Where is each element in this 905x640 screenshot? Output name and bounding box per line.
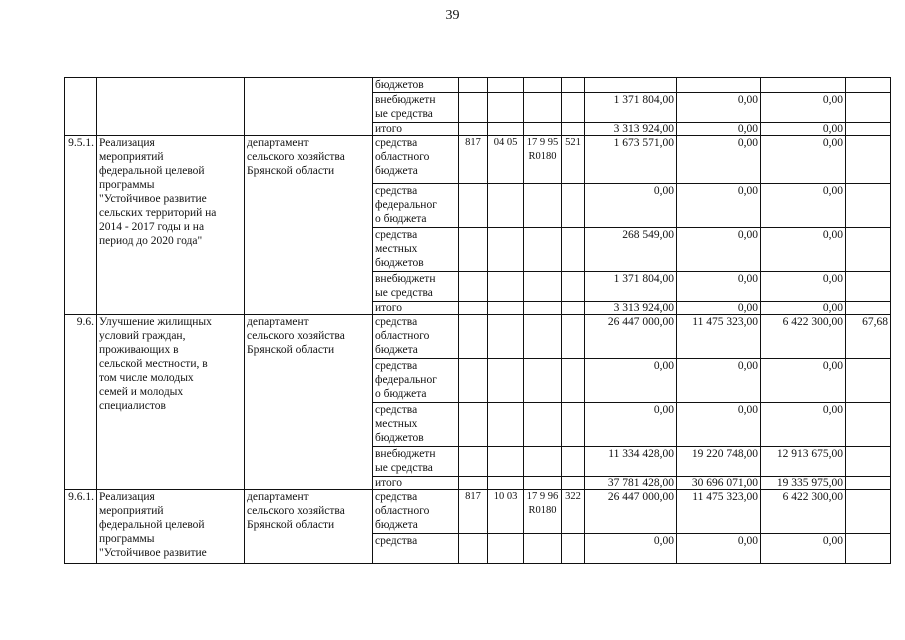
cell-csr — [524, 78, 562, 93]
cell-csr — [524, 302, 562, 315]
cell-grbs — [459, 228, 488, 272]
cell-vr — [562, 315, 585, 359]
cell-extra — [846, 534, 891, 564]
cell-year-2: 0,00 — [677, 184, 761, 228]
table-row — [65, 315, 891, 359]
cell-grbs — [459, 534, 488, 564]
cell-year-3: 0,00 — [761, 534, 846, 564]
cell-extra — [846, 302, 891, 315]
cell-year-1 — [585, 78, 677, 93]
cell-year-1: 0,00 — [585, 403, 677, 447]
cell-vr — [562, 534, 585, 564]
cell-extra — [846, 359, 891, 403]
cell-year-3: 19 335 975,00 — [761, 477, 846, 490]
cell-source: средства федеральног о бюджета — [373, 359, 459, 403]
cell-rzpr — [488, 123, 524, 136]
table-row — [65, 78, 891, 93]
cell-source: средства областного бюджета — [373, 315, 459, 359]
cell-extra — [846, 477, 891, 490]
cell-rzpr — [488, 93, 524, 123]
cell-year-3 — [761, 78, 846, 93]
cell-title: Реализация мероприятий федеральной целевой программы "Устойчивое развитие — [97, 490, 245, 564]
cell-csr — [524, 403, 562, 447]
cell-rzpr — [488, 78, 524, 93]
cell-rzpr — [488, 228, 524, 272]
cell-year-1: 3 313 924,00 — [585, 302, 677, 315]
cell-year-3: 0,00 — [761, 184, 846, 228]
cell-year-3: 6 422 300,00 — [761, 490, 846, 534]
cell-vr — [562, 93, 585, 123]
cell-year-2: 0,00 — [677, 93, 761, 123]
cell-vr: 521 — [562, 136, 585, 184]
cell-csr: 17 9 95 R0180 — [524, 136, 562, 184]
cell-source: средства федеральног о бюджета — [373, 184, 459, 228]
cell-extra — [846, 78, 891, 93]
cell-extra — [846, 490, 891, 534]
cell-extra — [846, 136, 891, 184]
cell-rzpr: 04 05 — [488, 136, 524, 184]
cell-source: средства местных бюджетов — [373, 403, 459, 447]
cell-year-1: 268 549,00 — [585, 228, 677, 272]
cell-vr — [562, 123, 585, 136]
cell-extra: 67,68 — [846, 315, 891, 359]
cell-source: внебюджетн ые средства — [373, 272, 459, 302]
cell-year-2: 0,00 — [677, 359, 761, 403]
cell-year-2 — [677, 78, 761, 93]
cell-vr: 322 — [562, 490, 585, 534]
cell-source: средства местных бюджетов — [373, 228, 459, 272]
cell-index: 9.6.1. — [65, 490, 97, 564]
cell-year-1: 1 371 804,00 — [585, 272, 677, 302]
cell-vr — [562, 78, 585, 93]
cell-rzpr — [488, 302, 524, 315]
cell-csr — [524, 359, 562, 403]
cell-grbs — [459, 93, 488, 123]
cell-grbs — [459, 123, 488, 136]
cell-source: средства областного бюджета — [373, 136, 459, 184]
cell-year-3: 0,00 — [761, 403, 846, 447]
table-row — [65, 136, 891, 184]
cell-csr — [524, 315, 562, 359]
cell-grbs — [459, 78, 488, 93]
cell-year-3: 12 913 675,00 — [761, 447, 846, 477]
cell-grbs — [459, 403, 488, 447]
cell-executor: департамент сельского хозяйства Брянской области — [245, 136, 373, 315]
cell-year-2: 0,00 — [677, 123, 761, 136]
cell-grbs — [459, 272, 488, 302]
cell-year-2: 30 696 071,00 — [677, 477, 761, 490]
cell-grbs: 817 — [459, 136, 488, 184]
cell-year-3: 0,00 — [761, 136, 846, 184]
cell-source: средства — [373, 534, 459, 564]
cell-vr — [562, 477, 585, 490]
cell-year-1: 1 371 804,00 — [585, 93, 677, 123]
cell-year-1: 37 781 428,00 — [585, 477, 677, 490]
table-row — [65, 490, 891, 534]
cell-grbs — [459, 184, 488, 228]
cell-rzpr — [488, 403, 524, 447]
cell-rzpr — [488, 272, 524, 302]
cell-title: Реализация мероприятий федеральной целевой программы "Устойчивое развитие сельских территорий на 2014 - 2017 годы и на период до 2020 года" — [97, 136, 245, 315]
cell-index: 9.6. — [65, 315, 97, 490]
cell-year-1: 0,00 — [585, 534, 677, 564]
cell-grbs — [459, 315, 488, 359]
cell-vr — [562, 272, 585, 302]
cell-year-1: 26 447 000,00 — [585, 315, 677, 359]
cell-year-2: 11 475 323,00 — [677, 490, 761, 534]
cell-csr — [524, 228, 562, 272]
cell-title: Улучшение жилищных условий граждан, проживающих в сельской местности, в том числе молодых семей и молодых специалистов — [97, 315, 245, 490]
cell-csr — [524, 534, 562, 564]
cell-extra — [846, 123, 891, 136]
cell-csr — [524, 123, 562, 136]
cell-rzpr — [488, 184, 524, 228]
cell-executor — [245, 78, 373, 136]
cell-csr — [524, 477, 562, 490]
cell-grbs — [459, 359, 488, 403]
cell-csr: 17 9 96 R0180 — [524, 490, 562, 534]
cell-source: внебюджетн ые средства — [373, 93, 459, 123]
cell-rzpr: 10 03 — [488, 490, 524, 534]
cell-year-1: 1 673 571,00 — [585, 136, 677, 184]
cell-csr — [524, 447, 562, 477]
cell-year-3: 6 422 300,00 — [761, 315, 846, 359]
cell-source: итого — [373, 123, 459, 136]
cell-source: итого — [373, 477, 459, 490]
cell-extra — [846, 403, 891, 447]
cell-index — [65, 78, 97, 136]
cell-title — [97, 78, 245, 136]
cell-vr — [562, 302, 585, 315]
cell-year-3: 0,00 — [761, 228, 846, 272]
cell-year-2: 0,00 — [677, 302, 761, 315]
cell-rzpr — [488, 534, 524, 564]
cell-year-1: 0,00 — [585, 359, 677, 403]
cell-year-2: 19 220 748,00 — [677, 447, 761, 477]
cell-year-3: 0,00 — [761, 123, 846, 136]
cell-vr — [562, 359, 585, 403]
cell-vr — [562, 403, 585, 447]
cell-grbs — [459, 477, 488, 490]
page-number: 39 — [445, 8, 460, 23]
cell-year-2: 0,00 — [677, 272, 761, 302]
cell-rzpr — [488, 447, 524, 477]
cell-year-3: 0,00 — [761, 272, 846, 302]
cell-rzpr — [488, 359, 524, 403]
cell-executor: департамент сельского хозяйства Брянской области — [245, 490, 373, 564]
cell-source: средства областного бюджета — [373, 490, 459, 534]
cell-year-2: 0,00 — [677, 228, 761, 272]
cell-csr — [524, 272, 562, 302]
cell-csr — [524, 93, 562, 123]
cell-year-3: 0,00 — [761, 359, 846, 403]
cell-index: 9.5.1. — [65, 136, 97, 315]
cell-extra — [846, 447, 891, 477]
cell-year-2: 0,00 — [677, 403, 761, 447]
cell-extra — [846, 228, 891, 272]
cell-year-2: 0,00 — [677, 534, 761, 564]
cell-year-2: 11 475 323,00 — [677, 315, 761, 359]
cell-executor: департамент сельского хозяйства Брянской области — [245, 315, 373, 490]
cell-year-1: 11 334 428,00 — [585, 447, 677, 477]
cell-year-2: 0,00 — [677, 136, 761, 184]
cell-csr — [524, 184, 562, 228]
cell-rzpr — [488, 477, 524, 490]
cell-source: итого — [373, 302, 459, 315]
cell-source: внебюджетн ые средства — [373, 447, 459, 477]
budget-table — [64, 77, 891, 564]
cell-year-3: 0,00 — [761, 302, 846, 315]
cell-vr — [562, 228, 585, 272]
cell-extra — [846, 93, 891, 123]
cell-year-1: 3 313 924,00 — [585, 123, 677, 136]
cell-grbs — [459, 302, 488, 315]
cell-year-3: 0,00 — [761, 93, 846, 123]
cell-source: бюджетов — [373, 78, 459, 93]
cell-vr — [562, 184, 585, 228]
cell-rzpr — [488, 315, 524, 359]
cell-year-1: 0,00 — [585, 184, 677, 228]
cell-year-1: 26 447 000,00 — [585, 490, 677, 534]
cell-grbs: 817 — [459, 490, 488, 534]
cell-extra — [846, 184, 891, 228]
cell-grbs — [459, 447, 488, 477]
cell-extra — [846, 272, 891, 302]
cell-vr — [562, 447, 585, 477]
